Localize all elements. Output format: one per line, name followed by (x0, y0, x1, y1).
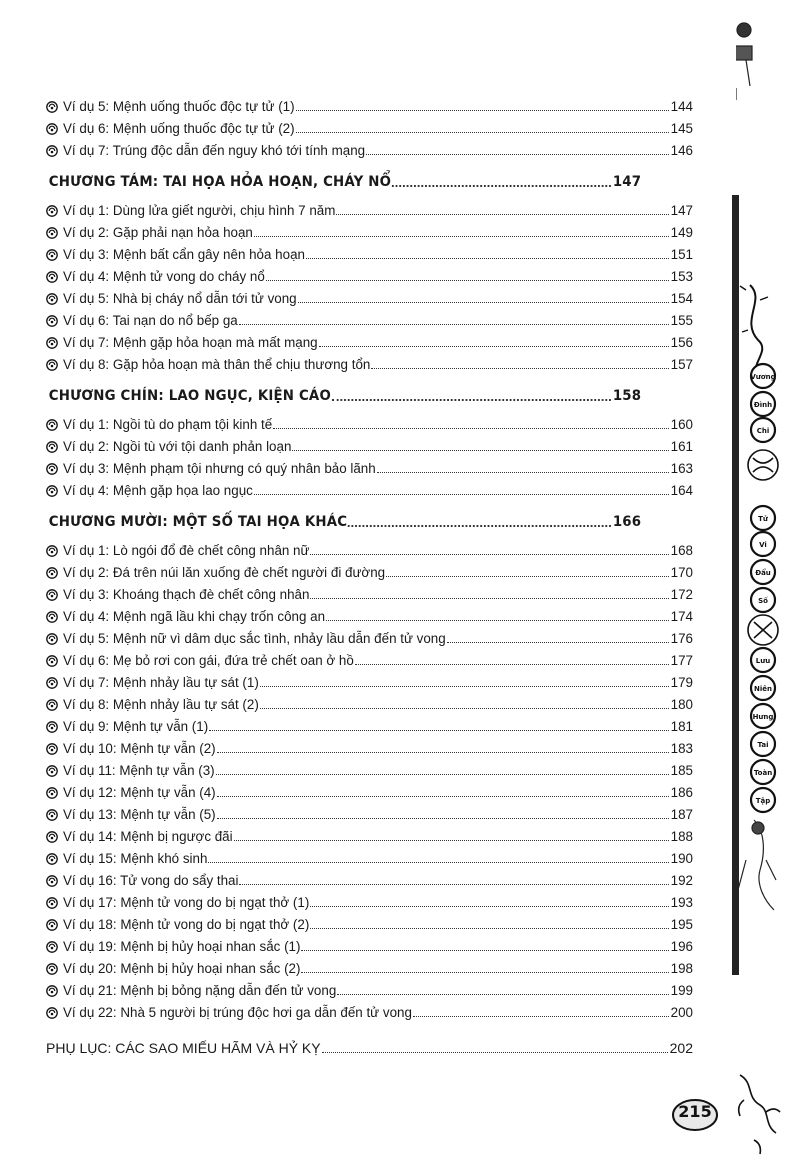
side-label-badge (751, 676, 775, 700)
ornament-circle-icon (46, 765, 58, 777)
ornament-circle-icon (46, 293, 58, 305)
side-label-text: Số (758, 597, 768, 605)
side-label-badge (751, 418, 775, 442)
entry-page-number: 149 (670, 225, 693, 240)
entry-page-number: 192 (670, 873, 693, 888)
entry-title: Ví dụ 15: Mệnh khó sinh (63, 851, 208, 866)
ornament-circle-icon (46, 677, 58, 689)
ornament-circle-icon (46, 589, 58, 601)
side-label-badge (751, 532, 775, 556)
entry-title: Ví dụ 5: Mệnh nữ vì dâm dục sắc tình, nhảy lầu dẫn đến tử vong (63, 631, 446, 646)
ornament-circle-icon (46, 633, 58, 645)
entry-page-number: 156 (670, 335, 693, 350)
ornament-circle-icon (46, 611, 58, 623)
entry-page-number: 147 (670, 203, 693, 218)
entry-page-number: 190 (670, 851, 693, 866)
ornament-circle-icon (46, 271, 58, 283)
toc-entry (46, 136, 693, 158)
ornament-circle-icon (46, 463, 58, 475)
entry-page-number: 145 (670, 121, 693, 136)
dot-leader (239, 324, 669, 325)
dot-leader (326, 620, 669, 621)
dot-leader (386, 576, 669, 577)
dot-leader (296, 132, 669, 133)
ornament-circle-icon (46, 205, 58, 217)
toc-entry (46, 778, 693, 800)
toc-entry (46, 822, 693, 844)
ornament-circle-icon (46, 787, 58, 799)
chapter-heading (46, 378, 641, 404)
dot-leader (217, 818, 669, 819)
ornament-circle-icon (46, 897, 58, 909)
side-label-text: Chi (756, 427, 770, 435)
vine-ornament-icon (739, 1075, 780, 1154)
side-label-text: Vi (759, 541, 767, 549)
ornament-circle-icon (46, 699, 58, 711)
toc-entry (46, 624, 693, 646)
entry-page-number: 157 (670, 357, 693, 372)
entry-title: Ví dụ 7: Mệnh nhảy lầu tự sát (1) (63, 675, 259, 690)
ornament-circle-icon (46, 655, 58, 667)
side-label-badge (751, 732, 775, 756)
entry-page-number: 166 (612, 514, 642, 530)
entry-title: Ví dụ 8: Gặp hỏa hoạn mà thân thể chịu thương tổn (63, 357, 371, 372)
scholar-illustration-icon (736, 21, 752, 100)
entry-page-number: 144 (670, 99, 693, 114)
ornament-circle-icon (46, 831, 58, 843)
toc-entry (46, 976, 693, 998)
dot-leader (306, 258, 669, 259)
toc-entry (46, 712, 693, 734)
table-of-contents (46, 92, 693, 1056)
entry-title: Ví dụ 22: Nhà 5 người bị trúng độc hơi ga dẫn đến tử vong (63, 1005, 412, 1020)
entry-title: Ví dụ 5: Nhà bị cháy nổ dẫn tới tử vong (63, 291, 297, 306)
ornament-circle-icon (46, 941, 58, 953)
entry-page-number: 193 (670, 895, 693, 910)
entry-page-number: 155 (670, 313, 693, 328)
toc-entry (46, 306, 693, 328)
ornament-circle-icon (46, 101, 58, 113)
dot-leader (310, 598, 668, 599)
side-label-text: Đẩu (755, 569, 771, 577)
entry-title: Ví dụ 4: Mệnh ngã lầu khi chạy trốn công an (63, 609, 326, 624)
ornament-circle-icon (46, 743, 58, 755)
entry-page-number: 199 (670, 983, 693, 998)
side-label-badge (751, 506, 775, 530)
dot-leader (301, 950, 668, 951)
dot-leader (260, 708, 669, 709)
entry-title: Ví dụ 1: Lò ngói đổ đè chết công nhân nữ (63, 543, 310, 558)
ornament-circle-icon (46, 853, 58, 865)
dot-leader (209, 730, 668, 731)
toc-entry (46, 410, 693, 432)
ornament-circle-icon (46, 809, 58, 821)
entry-page-number: 170 (670, 565, 693, 580)
entry-title: Ví dụ 10: Mệnh tự vẫn (2) (63, 741, 216, 756)
ornament-circle-icon (46, 359, 58, 371)
toc-entry (46, 218, 693, 240)
entry-page-number: 202 (669, 1040, 693, 1056)
entry-page-number: 174 (670, 609, 693, 624)
entry-page-number: 158 (612, 388, 642, 404)
entry-page-number: 185 (670, 763, 693, 778)
ornament-circle-icon (46, 963, 58, 975)
entry-title: CHƯƠNG CHÍN: LAO NGỤC, KIỆN CÁO (48, 388, 331, 404)
entry-title: Ví dụ 2: Gặp phải nạn hỏa hoạn (63, 225, 253, 240)
side-label-text: Đình (753, 401, 773, 409)
toc-entry (46, 558, 693, 580)
entry-page-number: 196 (670, 939, 693, 954)
ornament-circle-icon (46, 419, 58, 431)
toc-entry (46, 454, 693, 476)
entry-page-number: 198 (670, 961, 693, 976)
knot-ornament-icon-2 (748, 615, 778, 645)
toc-entry (46, 536, 693, 558)
entry-title: Ví dụ 6: Mẹ bỏ rơi con gái, đứa trẻ chết oan ở hồ (63, 653, 354, 668)
entry-page-number: 146 (670, 143, 693, 158)
side-label-badge (751, 704, 775, 728)
dot-leader (319, 346, 669, 347)
entry-title: Ví dụ 7: Mệnh gặp hỏa hoạn mà mất mạng (63, 335, 318, 350)
entry-title: Ví dụ 1: Ngồi tù do phạm tội kinh tế (63, 417, 273, 432)
toc-entry (46, 432, 693, 454)
entry-title: Ví dụ 12: Mệnh tự vẫn (4) (63, 785, 216, 800)
entry-title: PHỤ LỤC: CÁC SAO MIẾU HÃM VÀ HỶ KỴ (46, 1040, 321, 1056)
dot-leader (239, 884, 668, 885)
side-label-text: Lưu (755, 657, 771, 665)
entry-title: Ví dụ 17: Mệnh tử vong do bị ngạt thở (1) (63, 895, 310, 910)
side-label-text: Tập (755, 797, 771, 805)
entry-page-number: 179 (670, 675, 693, 690)
maiden-illustration-icon (738, 820, 776, 910)
entry-title: Ví dụ 18: Mệnh tử vong do bị ngạt thở (2) (63, 917, 310, 932)
side-label-text: Vương (750, 373, 776, 381)
entry-page-number: 153 (670, 269, 693, 284)
entry-title: Ví dụ 8: Mệnh nhảy lầu tự sát (2) (63, 697, 259, 712)
dot-leader (254, 494, 669, 495)
toc-entry (46, 114, 693, 136)
entry-page-number: 163 (670, 461, 693, 476)
dot-leader (332, 399, 611, 401)
entry-title: Ví dụ 4: Mệnh gặp họa lao ngục (63, 483, 253, 498)
dot-leader (322, 1052, 668, 1053)
dot-leader (260, 686, 669, 687)
side-label-badge (750, 364, 775, 388)
ornament-circle-icon (46, 721, 58, 733)
toc-entry (46, 92, 693, 114)
entry-page-number: 188 (670, 829, 693, 844)
dot-leader (234, 840, 669, 841)
dot-leader (413, 1016, 669, 1017)
ornament-circle-icon (46, 545, 58, 557)
toc-entry (46, 668, 693, 690)
entry-page-number: 168 (670, 543, 693, 558)
entry-title: Ví dụ 4: Mệnh tử vong do cháy nổ (63, 269, 265, 284)
entry-title: Ví dụ 6: Tai nạn do nổ bếp ga (63, 313, 238, 328)
dot-leader (310, 928, 668, 929)
entry-title: Ví dụ 2: Ngồi tù với tội danh phản loạn (63, 439, 292, 454)
entry-title: Ví dụ 16: Tử vong do sẩy thai (63, 873, 239, 888)
side-label-badge (751, 560, 775, 584)
ornament-circle-icon (46, 1007, 58, 1019)
entry-page-number: 172 (670, 587, 693, 602)
ornament-circle-icon (46, 985, 58, 997)
dot-leader (301, 972, 668, 973)
entry-page-number: 186 (670, 785, 693, 800)
side-label-text: Hưng (752, 713, 774, 721)
toc-entry (46, 690, 693, 712)
dot-leader (217, 796, 669, 797)
toc-entry (46, 328, 693, 350)
dot-leader (310, 906, 668, 907)
entry-title: Ví dụ 9: Mệnh tự vẫn (1) (63, 719, 209, 734)
entry-title: Ví dụ 5: Mệnh uống thuốc độc tự tử (1) (63, 99, 295, 114)
ornament-circle-icon (46, 315, 58, 327)
ornament-circle-icon (46, 875, 58, 887)
dot-leader (447, 642, 669, 643)
toc-entry (46, 756, 693, 778)
entry-page-number: 164 (670, 483, 693, 498)
toc-entry (46, 888, 693, 910)
chapter-heading (46, 164, 641, 190)
entry-page-number: 181 (670, 719, 693, 734)
toc-entry (46, 844, 693, 866)
dot-leader (348, 525, 611, 527)
entry-title: Ví dụ 2: Đá trên núi lăn xuống đè chết người đi đường (63, 565, 386, 580)
dot-leader (377, 472, 669, 473)
dot-leader (296, 110, 669, 111)
dot-leader (266, 280, 669, 281)
toc-entry (46, 998, 693, 1020)
entry-title: CHƯƠNG MƯỜI: MỘT SỐ TAI HỌA KHÁC (48, 514, 348, 530)
dot-leader (366, 154, 669, 155)
entry-page-number: 161 (670, 439, 693, 454)
page-number: 215 (678, 1102, 712, 1121)
dot-leader (298, 302, 669, 303)
dot-leader (273, 428, 668, 429)
ornament-circle-icon (46, 249, 58, 261)
ornament-circle-icon (46, 567, 58, 579)
entry-title: Ví dụ 1: Dùng lửa giết người, chịu hình 7 năm (63, 203, 336, 218)
entry-page-number: 183 (670, 741, 693, 756)
entry-page-number: 187 (670, 807, 693, 822)
entry-page-number: 176 (670, 631, 693, 646)
toc-entry (46, 284, 693, 306)
toc-entry (46, 262, 693, 284)
toc-entry (46, 476, 693, 498)
entry-title: Ví dụ 3: Khoáng thạch đè chết công nhân (63, 587, 310, 602)
side-decoration (736, 0, 800, 1161)
entry-title: Ví dụ 14: Mệnh bị ngược đãi (63, 829, 233, 844)
side-label-badge (751, 760, 775, 784)
toc-entry (46, 932, 693, 954)
ornament-circle-icon (46, 485, 58, 497)
toc-entry (46, 350, 693, 372)
entry-title: Ví dụ 3: Mệnh bất cẩn gây nên hỏa hoạn (63, 247, 305, 262)
dot-leader (216, 774, 669, 775)
entry-page-number: 195 (670, 917, 693, 932)
toc-entry (46, 580, 693, 602)
dot-leader (208, 862, 668, 863)
entry-page-number: 147 (612, 174, 642, 190)
toc-entry (46, 800, 693, 822)
ornament-circle-icon (46, 145, 58, 157)
appendix-heading (46, 1030, 693, 1056)
dot-leader (371, 368, 668, 369)
dot-leader (217, 752, 669, 753)
entry-page-number: 154 (670, 291, 693, 306)
side-label-badge (751, 648, 775, 672)
toc-entry (46, 240, 693, 262)
dot-leader (310, 554, 668, 555)
dot-leader (254, 236, 669, 237)
ornament-circle-icon (46, 123, 58, 135)
entry-title: CHƯƠNG TÁM: TAI HỌA HỎA HOẠN, CHÁY NỔ (48, 174, 392, 190)
side-label-badge (751, 392, 775, 416)
side-label-badge (751, 588, 775, 612)
dot-leader (292, 450, 668, 451)
ornament-circle-icon (46, 441, 58, 453)
dot-leader (355, 664, 669, 665)
entry-title: Ví dụ 19: Mệnh bị hủy hoại nhan sắc (1) (63, 939, 301, 954)
entry-page-number: 177 (670, 653, 693, 668)
toc-entry (46, 734, 693, 756)
entry-page-number: 151 (670, 247, 693, 262)
entry-title: Ví dụ 11: Mệnh tự vẫn (3) (63, 763, 215, 778)
side-label-text: Toàn (753, 769, 773, 777)
side-label-text: Tử (758, 515, 768, 523)
side-label-text: Tai (757, 741, 769, 749)
entry-title: Ví dụ 3: Mệnh phạm tội nhưng có quý nhân bảo lãnh (63, 461, 376, 476)
side-label-text: Niên (754, 685, 772, 693)
knot-ornament-icon (748, 450, 778, 480)
entry-title: Ví dụ 13: Mệnh tự vẫn (5) (63, 807, 216, 822)
toc-entry (46, 196, 693, 218)
toc-entry (46, 910, 693, 932)
entry-title: Ví dụ 7: Trúng độc dẫn đến nguy khó tới tính mạng (63, 143, 366, 158)
entry-page-number: 200 (670, 1005, 693, 1020)
ornament-circle-icon (46, 919, 58, 931)
entry-title: Ví dụ 21: Mệnh bị bỏng nặng dẫn đến tử vong (63, 983, 337, 998)
ornament-circle-icon (46, 227, 58, 239)
entry-page-number: 160 (670, 417, 693, 432)
dot-leader (337, 994, 668, 995)
entry-page-number: 180 (670, 697, 693, 712)
toc-entry (46, 602, 693, 624)
toc-entry (46, 866, 693, 888)
entry-title: Ví dụ 20: Mệnh bị hủy hoại nhan sắc (2) (63, 961, 301, 976)
dot-leader (336, 214, 668, 215)
entry-title: Ví dụ 6: Mệnh uống thuốc độc tự tử (2) (63, 121, 295, 136)
toc-entry (46, 954, 693, 976)
ornament-circle-icon (46, 337, 58, 349)
chapter-heading (46, 504, 641, 530)
side-label-badge (751, 788, 775, 812)
dot-leader (392, 185, 611, 187)
toc-entry (46, 646, 693, 668)
